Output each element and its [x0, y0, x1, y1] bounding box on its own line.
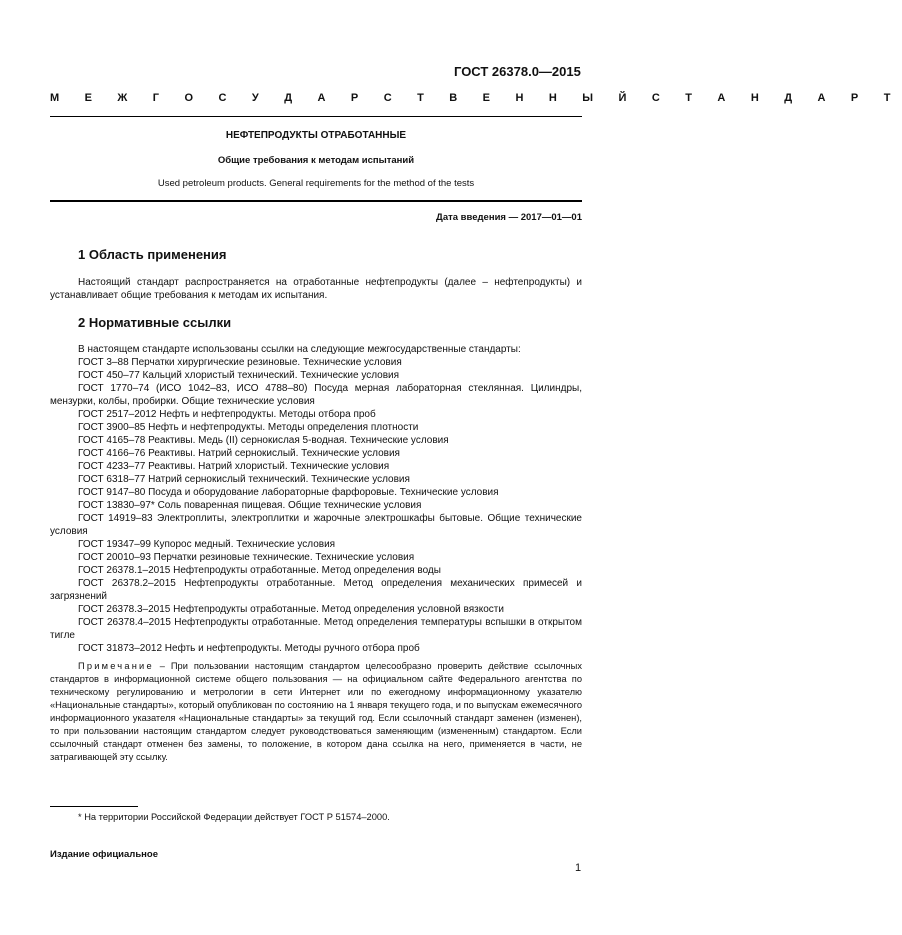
reference-item: ГОСТ 14919–83 Электроплиты, электроплитки и жарочные электрошкафы бытовые. Общие технические условия	[50, 513, 582, 537]
reference-item: ГОСТ 9147–80 Посуда и оборудование лабораторные фарфоровые. Технические условия	[78, 487, 499, 498]
note-label: Примечание	[78, 661, 154, 671]
title-divider	[50, 200, 582, 202]
footnote: * На территории Российской Федерации действует ГОСТ Р 51574–2000.	[78, 812, 390, 822]
note-paragraph	[50, 660, 582, 764]
reference-item: ГОСТ 31873–2012 Нефть и нефтепродукты. Методы ручного отбора проб	[78, 643, 420, 654]
english-title: Used petroleum products. General requirements for the method of the tests	[157, 178, 475, 189]
section-1-heading: 1 Область применения	[78, 247, 227, 262]
footnote-divider	[50, 806, 138, 807]
reference-item: ГОСТ 4233–77 Реактивы. Натрий хлористый. Технические условия	[78, 461, 390, 472]
document-title: НЕФТЕПРОДУКТЫ ОТРАБОТАННЫЕ	[225, 130, 407, 141]
reference-item: ГОСТ 6318–77 Натрий сернокислый технический. Технические условия	[78, 474, 410, 485]
reference-item: ГОСТ 26378.2–2015 Нефтепродукты отработанные. Метод определения механических примесей и загрязнений	[50, 578, 582, 602]
document-subtitle: Общие требования к методам испытаний	[217, 155, 415, 166]
header-divider	[50, 116, 582, 117]
introduction-date: Дата введения — 2017—01—01	[436, 212, 582, 223]
document-number: ГОСТ 26378.0—2015	[454, 64, 581, 79]
official-edition-label: Издание официальное	[50, 849, 158, 860]
reference-item: ГОСТ 3900–85 Нефть и нефтепродукты. Методы определения плотности	[78, 422, 419, 433]
section-1-text: Настоящий стандарт распространяется на отработанные нефтепродукты (далее – нефтепродукты) и устанавливает общие требования к методам их испытания.	[50, 277, 582, 301]
reference-item: ГОСТ 4165–78 Реактивы. Медь (II) сернокислая 5-водная. Технические условия	[78, 435, 449, 446]
reference-item: ГОСТ 1770–74 (ИСО 1042–83, ИСО 4788–80) Посуда мерная лабораторная стеклянная. Цилиндры, мензурки, колбы, пробирки. Общие технические условия	[50, 383, 582, 407]
references-intro: В настоящем стандарте использованы ссылки на следующие межгосударственные стандарты:	[78, 344, 521, 355]
note-text: – При пользовании настоящим стандартом целесообразно проверить действие ссылочных стандартов в информационной системе общего пользования — на официальном сайте Федерального агентства по техническому регулированию и метрологии в сети Интернет или по ежегодному информационному указателю «Национальные стандарты», который опубликован по состоянию на 1 января текущего года, и по выпускам ежемесячного информационного указателя «Национальные стандарты» за текущий год. Если ссылочный стандарт заменен (изменен), то при пользовании настоящим стандартом следует руководствоваться заменяющим (измененным) стандартом. Если ссылочный стандарт отменен без замены, то положение, в котором дана ссылка на него, применяется в части, не затрагивающей эту ссылку.	[50, 661, 582, 762]
reference-item: ГОСТ 3–88 Перчатки хирургические резиновые. Технические условия	[78, 357, 402, 368]
section-2-heading: 2 Нормативные ссылки	[78, 315, 232, 330]
reference-item: ГОСТ 26378.3–2015 Нефтепродукты отработанные. Метод определения условной вязкости	[78, 604, 504, 615]
reference-item: ГОСТ 4166–76 Реактивы. Натрий сернокислый. Технические условия	[78, 448, 400, 459]
normative-references-list	[50, 343, 582, 655]
reference-item: ГОСТ 19347–99 Купорос медный. Технические условия	[78, 539, 336, 550]
reference-item: ГОСТ 26378.4–2015 Нефтепродукты отработанные. Метод определения температуры вспышки в открытом тигле	[50, 617, 582, 641]
reference-item: ГОСТ 2517–2012 Нефть и нефтепродукты. Методы отбора проб	[78, 409, 376, 420]
reference-item: ГОСТ 26378.1–2015 Нефтепродукты отработанные. Метод определения воды	[78, 565, 441, 576]
interstate-standard-label: М Е Ж Г О С У Д А Р С Т В Е Н Н Ы Й С Т А Н Д А Р Т	[50, 92, 902, 104]
reference-item: ГОСТ 20010–93 Перчатки резиновые технические. Технические условия	[78, 552, 415, 563]
reference-item: ГОСТ 13830–97* Соль поваренная пищевая. Общие технические условия	[78, 500, 422, 511]
page-number: 1	[575, 862, 582, 874]
reference-item: ГОСТ 450–77 Кальций хлористый технический. Технические условия	[78, 370, 400, 381]
